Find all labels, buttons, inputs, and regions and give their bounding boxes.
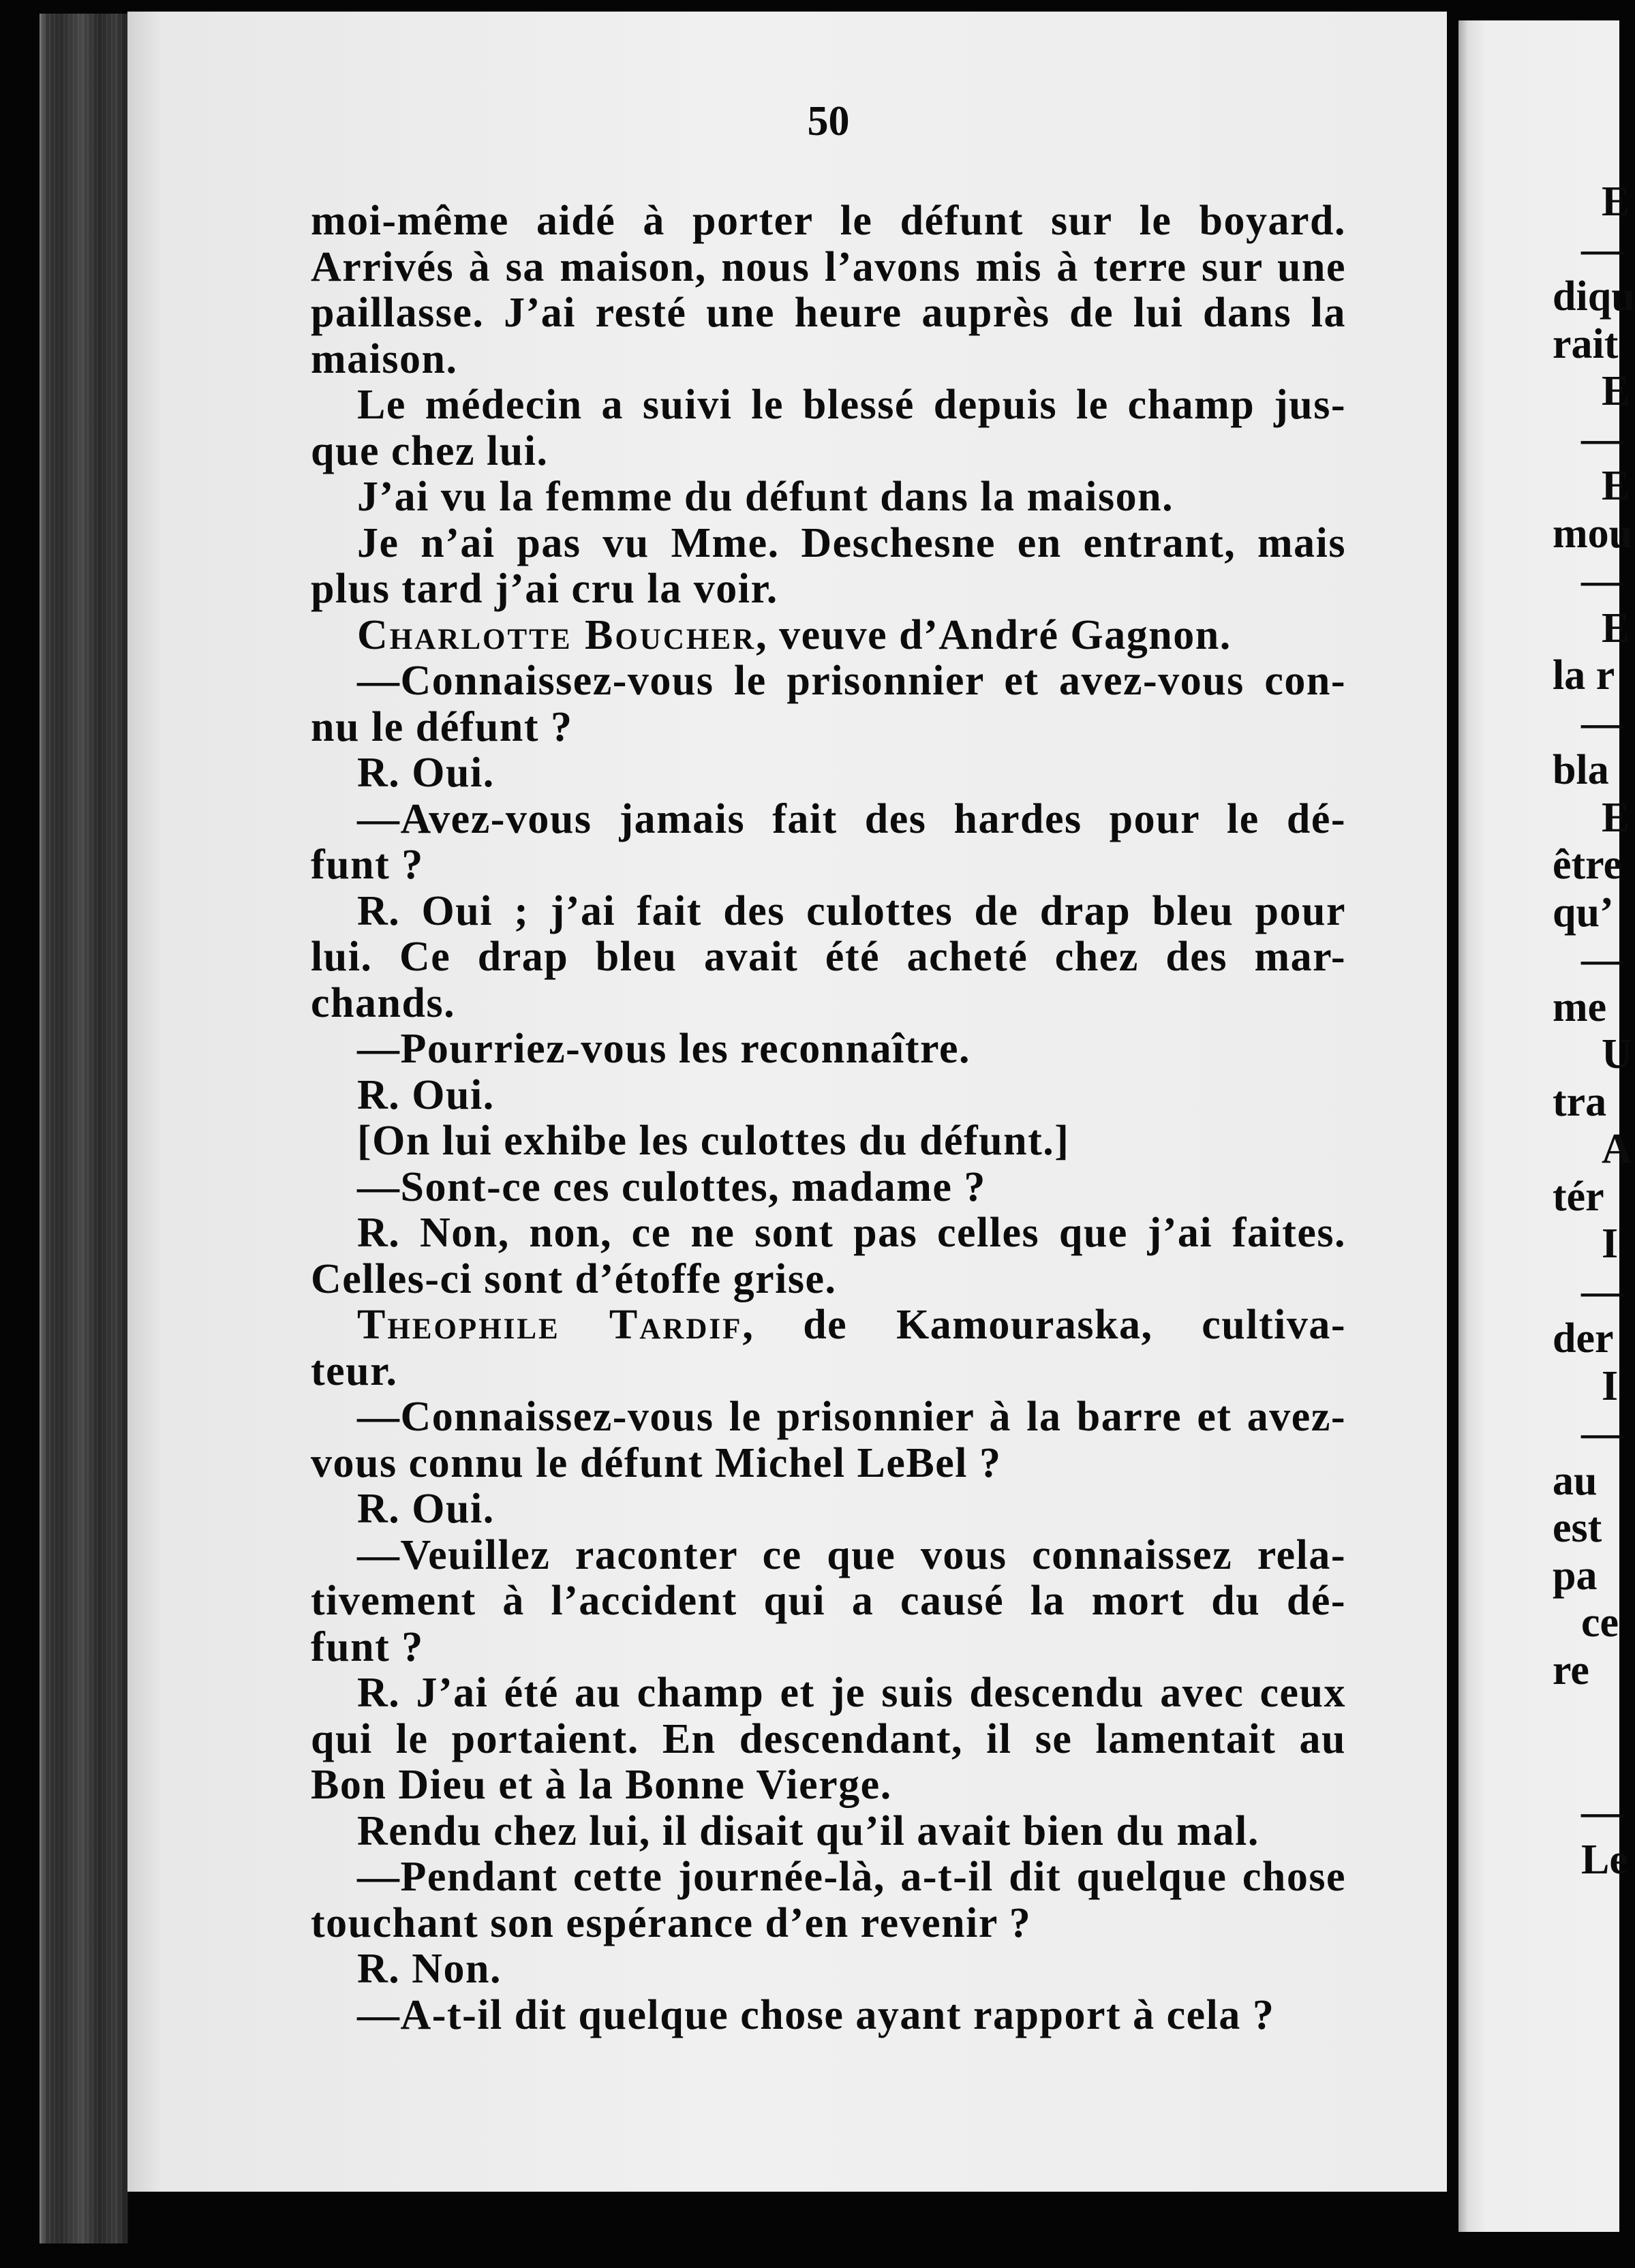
witness-name: Theophile Tardif — [357, 1302, 743, 1348]
witness-name: Charlotte Boucher — [357, 611, 757, 658]
text-line: tivement à l’accident qui a causé la mort du dé- — [311, 1578, 1346, 1624]
text-line — [311, 1302, 1346, 1349]
text-line: Je n’ai pas vu Mme. Deschesne en entrant, mais — [357, 519, 1346, 566]
facing-page-fragment: A — [1602, 1126, 1632, 1172]
text-line: R. Non, non, ce ne sont pas celles que j’ai faites. — [357, 1210, 1346, 1256]
facing-page-fragment: I — [1602, 1362, 1619, 1409]
text-block — [311, 198, 1346, 2038]
facing-page-fragment: être — [1553, 842, 1623, 888]
facing-page-fragment: ce — [1581, 1599, 1619, 1646]
spine-texture — [40, 14, 128, 2243]
facing-page-fragment: Le — [1581, 1836, 1628, 1883]
facing-page-fragment: tér — [1553, 1173, 1604, 1220]
facing-page-fragment: la r — [1553, 652, 1615, 699]
facing-page-fragment: — — [1581, 415, 1623, 462]
facing-page-fragment: — — [1581, 1789, 1623, 1835]
facing-page-fragment: der — [1553, 1315, 1614, 1362]
text-line: —A-t-il dit quelque chose ayant rapport à cela ? — [357, 1991, 1275, 2038]
text-line: —Connaissez-vous le prisonnier à la barre et avez- — [357, 1394, 1346, 1440]
facing-page-fragment: E — [1602, 794, 1630, 841]
paragraph — [311, 198, 1346, 382]
facing-page-fragment: U — [1602, 1031, 1632, 1077]
paragraph — [311, 1670, 1346, 1809]
text-line: nu le défunt ? — [311, 703, 573, 750]
facing-page-fragment: E — [1602, 179, 1630, 225]
facing-page-fragment: au — [1553, 1457, 1598, 1504]
text-line: —Pourriez-vous les reconnaître. — [357, 1026, 971, 1072]
paragraph — [311, 750, 1346, 797]
facing-page-fragment: mou — [1553, 510, 1633, 557]
text-line: —Avez-vous jamais fait des hardes pour le dé- — [357, 795, 1346, 842]
text-line: R. Oui. — [357, 750, 495, 796]
facing-page-fragment: E — [1602, 463, 1630, 509]
text-line: —Connaissez-vous le prisonnier et avez-vous con- — [357, 658, 1346, 704]
facing-page-fragment: diqu — [1553, 273, 1635, 320]
facing-page-fragment: rait — [1553, 320, 1619, 367]
facing-page-fragment: me — [1553, 983, 1607, 1030]
facing-page-fragment: — — [1581, 699, 1623, 746]
text-line: —Sont-ce ces culottes, madame ? — [357, 1163, 986, 1210]
text-line: R. Oui. — [357, 1071, 495, 1118]
text-line: plus tard j’ai cru la voir. — [311, 566, 778, 612]
book-spine — [40, 14, 128, 2243]
paragraph — [311, 1993, 1346, 2039]
facing-page-fragment: re — [1553, 1646, 1589, 1694]
paragraph — [311, 658, 1346, 750]
text-line: R. Oui ; j’ai fait des culottes de drap bleu pour — [357, 887, 1346, 934]
paragraph — [311, 1118, 1346, 1165]
facing-page-fragment: pa — [1553, 1552, 1598, 1599]
facing-page-fragment: bla — [1553, 747, 1609, 793]
witness-introduction — [311, 613, 1346, 659]
facing-page-fragment: — — [1581, 1268, 1623, 1315]
facing-page-fragment: est — [1553, 1505, 1602, 1551]
text-line: chands. — [311, 979, 456, 1026]
facing-page-fragment: — — [1581, 936, 1623, 983]
text-line: R. Non. — [357, 1946, 502, 1992]
text-line: Le médecin a suivi le blessé depuis le champ jus- — [357, 382, 1346, 428]
text-line: J’ai vu la femme du défunt dans la maison. — [357, 474, 1174, 520]
facing-page-fragment: qu’ — [1553, 889, 1614, 936]
facing-page-edge — [1458, 20, 1635, 2232]
text-line: moi-même aidé à porter le défunt sur le boyard. — [311, 198, 1346, 244]
paragraph — [311, 1210, 1346, 1302]
text-line: Bon Dieu et à la Bonne Vierge. — [311, 1762, 892, 1808]
text-line: teur. — [311, 1347, 398, 1394]
witness-introduction — [311, 1302, 1346, 1394]
text-line: touchant son espérance d’en revenir ? — [311, 1899, 1032, 1946]
page-number: 50 — [807, 98, 850, 144]
paragraph — [311, 474, 1346, 521]
text-line: qui le portaient. En descendant, il se lamentait au — [311, 1715, 1346, 1762]
paragraph — [311, 1026, 1346, 1073]
text-line: R. Oui. — [357, 1486, 495, 1532]
paragraph — [311, 1533, 1346, 1671]
text-line: [On lui exhibe les culottes du défunt.] — [357, 1118, 1070, 1164]
text-line: vous connu le défunt Michel LeBel ? — [311, 1439, 1002, 1486]
text-line: —Pendant cette journée-là, a-t-il dit quelque chose — [357, 1854, 1346, 1900]
book-page — [127, 12, 1447, 2192]
paragraph — [311, 797, 1346, 889]
text-line: Rendu chez lui, il disait qu’il avait bien du mal. — [357, 1807, 1259, 1854]
paragraph — [311, 1394, 1346, 1486]
paragraph — [311, 1165, 1346, 1211]
facing-page-fragment: E — [1602, 368, 1630, 414]
text-line: Arrivés à sa maison, nous l’avons mis à terre sur une — [311, 243, 1346, 290]
facing-page-fragment: tra — [1553, 1078, 1607, 1125]
paragraph — [311, 521, 1346, 613]
text-line — [311, 613, 1346, 659]
text-line: lui. Ce drap bleu avait été acheté chez des mar- — [311, 934, 1346, 980]
witness-description: , veuve d’André Gagnon. — [756, 611, 1232, 658]
facing-page-fragment: — — [1581, 226, 1623, 273]
paragraph — [311, 1073, 1346, 1119]
text-line: paillasse. J’ai resté une heure auprès de lui dans la — [311, 290, 1346, 336]
facing-page-fragment: E — [1602, 604, 1630, 652]
witness-description: , de Kamouraska, cultiva- — [742, 1302, 1346, 1348]
text-line: que chez lui. — [311, 427, 549, 474]
paragraph — [311, 382, 1346, 474]
text-line: Celles-ci sont d’étoffe grise. — [311, 1255, 837, 1302]
paragraph — [311, 1809, 1346, 1855]
paragraph — [311, 1854, 1346, 1946]
facing-page-fragment: — — [1581, 1410, 1623, 1456]
text-line: R. J’ai été au champ et je suis descendu avec ceux — [357, 1670, 1346, 1716]
paragraph — [311, 889, 1346, 1027]
text-line: funt ? — [311, 1623, 424, 1670]
paragraph — [311, 1946, 1346, 1993]
facing-page-fragment: I — [1602, 1221, 1619, 1267]
paragraph — [311, 1486, 1346, 1533]
text-line: funt ? — [311, 842, 424, 888]
text-line: maison. — [311, 335, 458, 382]
text-line: —Veuillez raconter ce que vous connaissez rela- — [357, 1531, 1346, 1578]
facing-page-fragment: — — [1581, 557, 1623, 604]
